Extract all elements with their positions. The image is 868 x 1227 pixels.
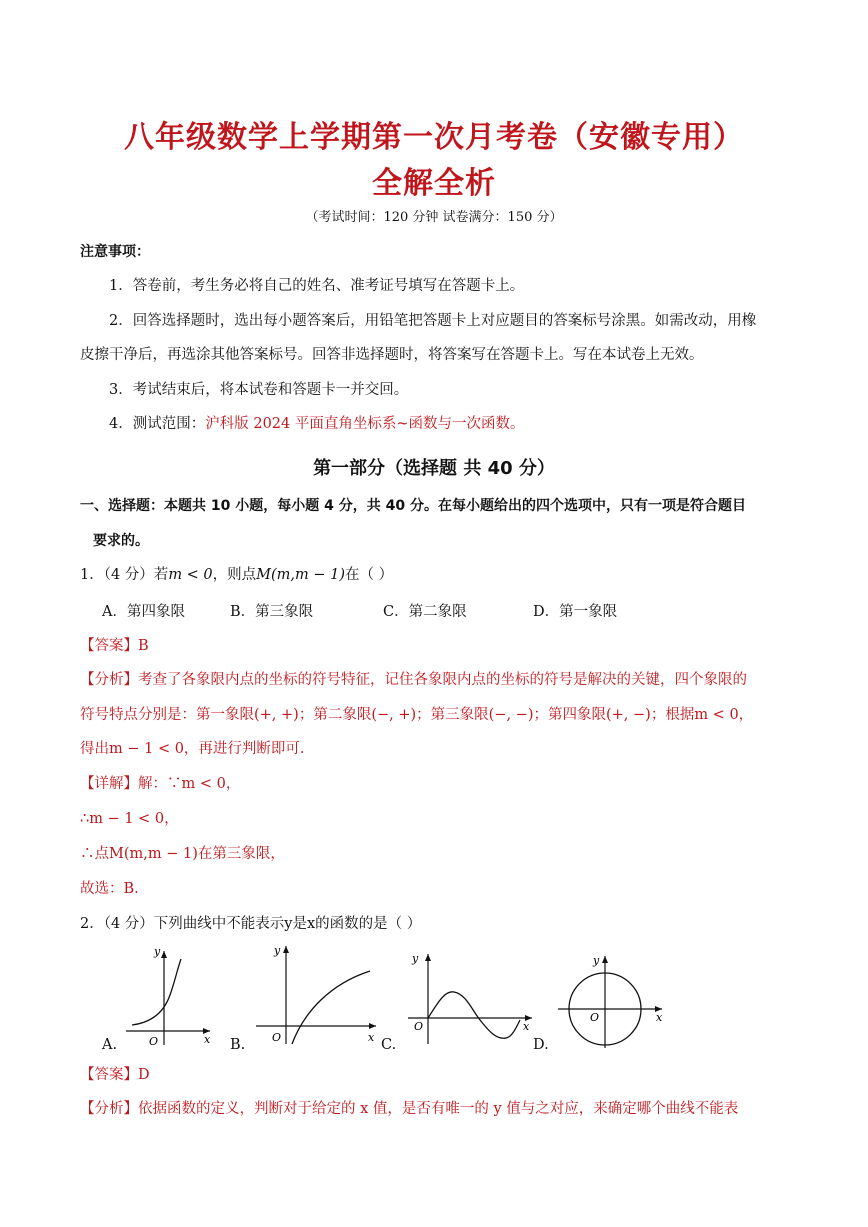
- notice-item-4: [109, 414, 525, 434]
- q1-answer-tag: 【答案】: [80, 638, 138, 654]
- y-label: y: [412, 952, 419, 965]
- q1-detail-1: 解：∵m < 0，: [138, 776, 241, 792]
- x-label: x: [656, 1011, 663, 1024]
- q1-analysis: [80, 670, 747, 690]
- q1-detail-3: ∴点M(m,m − 1)在第三象限，: [80, 846, 285, 862]
- q2-answer: [80, 1065, 150, 1085]
- notice-item-4-scope: 沪科版 2024 平面直角坐标系~函数与一次函数。: [205, 416, 525, 432]
- q1-option-a: A．第四象限: [102, 604, 185, 620]
- y-label: y: [274, 944, 281, 957]
- q1-detail-4: 故选：B.: [80, 881, 139, 897]
- q2-analysis-tag: 【分析】: [80, 1101, 138, 1117]
- exam-info: （考试时间：120 分钟 试卷满分：150 分）: [305, 210, 563, 225]
- section1-instruction: 一、选择题：本题共 10 小题，每小题 4 分，共 40 分。在每小题给出的四个选项中，只有一项是符合题目: [80, 498, 746, 514]
- q1-analysis-tag: 【分析】: [80, 672, 138, 688]
- q2-analysis: [80, 1099, 738, 1119]
- x-label: x: [204, 1033, 211, 1046]
- notice-item-2: 2．回答选择题时，选出每小题答案后，用铅笔把答题卡上对应题目的答案标号涂黑。如需改动，用橡: [109, 313, 757, 329]
- section1-instruction-cont: 要求的。: [93, 533, 149, 549]
- notice-item-2-cont: 皮擦干净后，再选涂其他答案标号。回答非选择题时，将答案写在答题卡上。写在本试卷上无效。: [80, 347, 704, 363]
- curve: [132, 959, 181, 1025]
- origin-label: O: [590, 1011, 600, 1024]
- curve: [292, 971, 370, 1044]
- origin-label: O: [272, 1031, 282, 1044]
- q1-option-d: D．第一象限: [533, 604, 618, 620]
- y-label: y: [154, 945, 161, 958]
- q1-analysis-3: 得出m − 1 < 0，再进行判断即可.: [80, 741, 305, 757]
- q1-detail-tag: 【详解】: [80, 776, 138, 792]
- q2-answer-tag: 【答案】: [80, 1067, 138, 1083]
- q2-label-a: A.: [102, 1037, 118, 1053]
- x-arrow: [369, 1023, 376, 1029]
- q1-answer-value: B: [138, 638, 149, 654]
- y-label: y: [593, 954, 600, 967]
- y-arrow: [602, 956, 608, 963]
- x-label: x: [523, 1020, 530, 1033]
- y-arrow: [425, 954, 431, 961]
- notice-item-4-prefix: 4．测试范围：: [109, 416, 206, 432]
- q1-analysis-2: 符号特点分别是：第一象限(+, +)；第二象限(−, +)；第三象限(−, −)；第四象限(+, −)；根据m < 0，: [80, 707, 754, 723]
- q1-detail-2: ∴m − 1 < 0，: [80, 811, 179, 827]
- notice-heading: 注意事项：: [80, 244, 150, 260]
- origin-label: O: [149, 1035, 159, 1048]
- q1-stem: [80, 565, 393, 585]
- q1-option-b: B．第三象限: [230, 604, 314, 620]
- q2-answer-value: D: [138, 1067, 150, 1083]
- q2-stem: 2．（4 分）下列曲线中不能表示y是x的函数的是（ ）: [80, 916, 422, 932]
- x-label: x: [368, 1031, 375, 1044]
- q2-graph-a: [118, 945, 218, 1050]
- q1-option-c: C．第二象限: [383, 604, 467, 620]
- q2-label-d: D.: [533, 1037, 549, 1053]
- y-arrow: [161, 951, 167, 958]
- q1-stem-point: M(m,m − 1): [256, 567, 346, 583]
- q1-analysis-1: 考查了各象限内点的坐标的符号特征，记住各象限内点的坐标的符号是解决的关键，四个象限的: [138, 672, 747, 688]
- q1-detail: [80, 774, 240, 794]
- part1-title: 第一部分（选择题 共 40 分）: [313, 458, 555, 479]
- q1-answer: [80, 636, 149, 656]
- curve: [428, 992, 520, 1038]
- q1-stem-b: ，则点: [212, 567, 257, 583]
- q1-stem-cond: m < 0: [168, 567, 213, 583]
- y-arrow: [283, 946, 289, 953]
- q2-analysis-1: 依据函数的定义，判断对于给定的 x 值，是否有唯一的 y 值与之对应，来确定哪个曲线不能表: [138, 1101, 739, 1117]
- q2-label-b: B.: [230, 1037, 246, 1053]
- q2-label-c: C.: [381, 1037, 397, 1053]
- q2-graph-d: [556, 950, 668, 1052]
- origin-label: O: [414, 1020, 424, 1033]
- q1-stem-c: 在（ ）: [345, 567, 394, 583]
- page-title: 八年级数学上学期第一次月考卷（安徽专用）: [124, 120, 744, 155]
- q2-graph-b: [252, 940, 382, 1050]
- page-subtitle: 全解全析: [372, 166, 496, 201]
- q2-graph-c: [402, 948, 537, 1050]
- notice-item-3: 3．考试结束后，将本试卷和答题卡一并交回。: [109, 382, 409, 398]
- notice-item-1: 1．答卷前，考生务必将自己的姓名、准考证号填写在答题卡上。: [109, 278, 525, 294]
- q1-stem-a: 1．（4 分）若: [80, 567, 169, 583]
